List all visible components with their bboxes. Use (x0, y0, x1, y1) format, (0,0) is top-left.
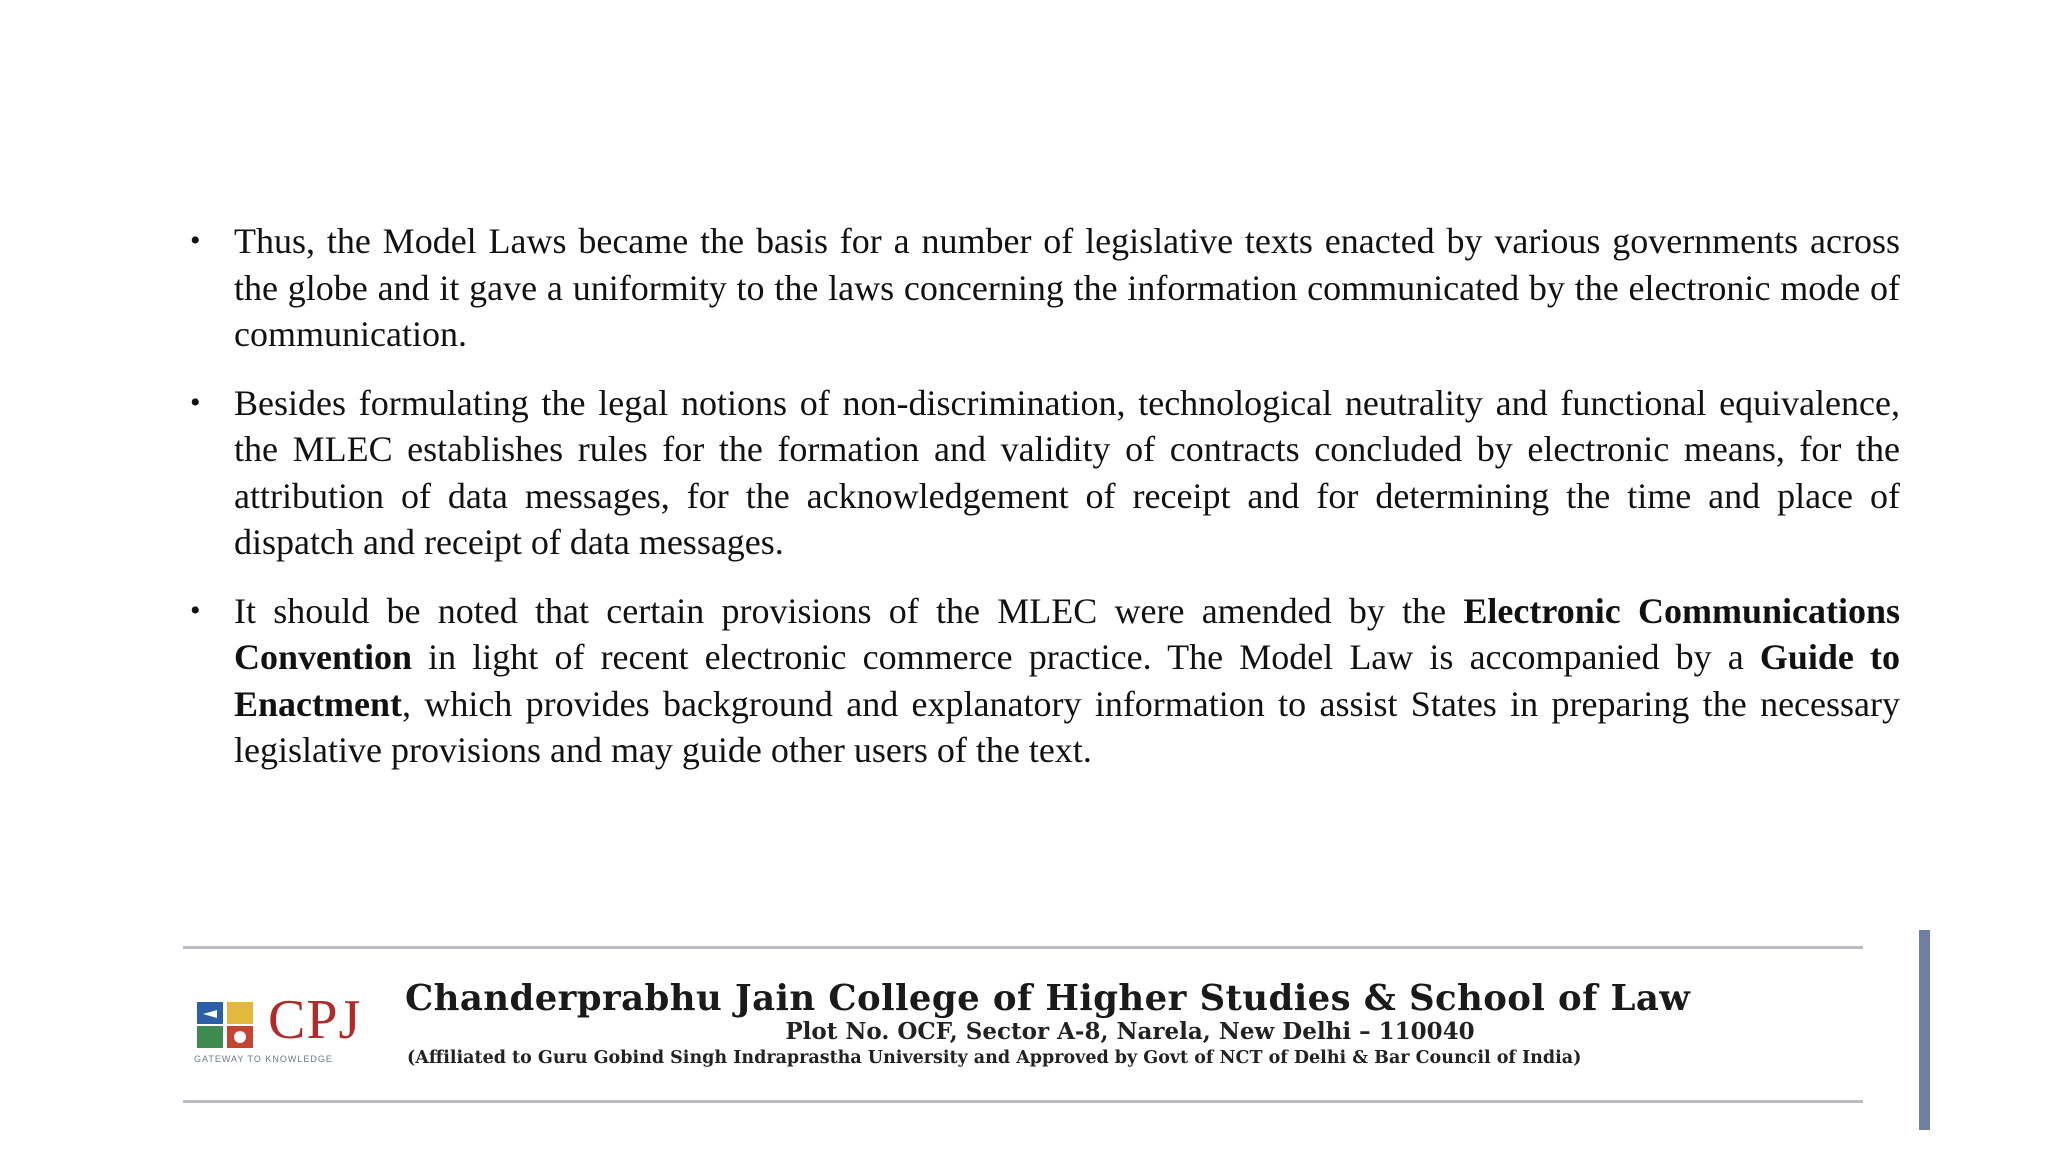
bullet-dot-icon: • (190, 224, 201, 257)
bullet-item (190, 218, 1900, 358)
bullet-bold-text: Electronic Communications Convention (234, 590, 1900, 677)
bullet-list (190, 218, 1900, 796)
college-name: Chanderprabhu Jain College of Higher Studies & School of Law (405, 978, 1691, 1019)
footer-bottom-rule (183, 1100, 1863, 1103)
bullet-text: , which provides background and explanatory information to assist States in preparing the necessary legislative provisions and may guide other users of the text. (234, 683, 1900, 770)
college-affiliation: (Affiliated to Guru Gobind Singh Indraprastha University and Approved by Govt of NCT of Delhi & Bar Council of India) (407, 1048, 1582, 1068)
logo-text: CPJ (268, 989, 362, 1051)
bullet-text: Thus, the Model Laws became the basis for a number of legislative texts enacted by various governments across the globe and it gave a uniformity to the laws concerning the information communicated by the electronic mode of communication. (234, 221, 1900, 354)
bullet-text: Besides formulating the legal notions of non-discrimination, technological neutrality and functional equivalence, the MLEC establishes rules for the formation and validity of contracts concluded by electronic means, for the attribution of data messages, for the acknowledgement of receipt and for determining the time and place of dispatch and receipt of data messages. (234, 382, 1900, 562)
footer-top-rule (183, 946, 1863, 949)
bullet-text: It should be noted that certain provisions of the MLEC were amended by the (234, 590, 1464, 631)
bullet-item (190, 588, 1900, 774)
bullet-bold-text: Guide to Enactment (234, 637, 1900, 724)
college-address: Plot No. OCF, Sector A-8, Narela, New Delhi – 110040 (785, 1018, 1475, 1045)
bullet-dot-icon: • (190, 385, 201, 419)
bullet-text: in light of recent electronic commerce practice. The Model Law is accompanied by a (412, 637, 1760, 677)
logo-tagline: GATEWAY TO KNOWLEDGE (194, 1054, 333, 1064)
bullet-dot-icon: • (190, 593, 201, 627)
bullet-item (190, 380, 1900, 566)
slide-side-bar (1919, 930, 1930, 1130)
